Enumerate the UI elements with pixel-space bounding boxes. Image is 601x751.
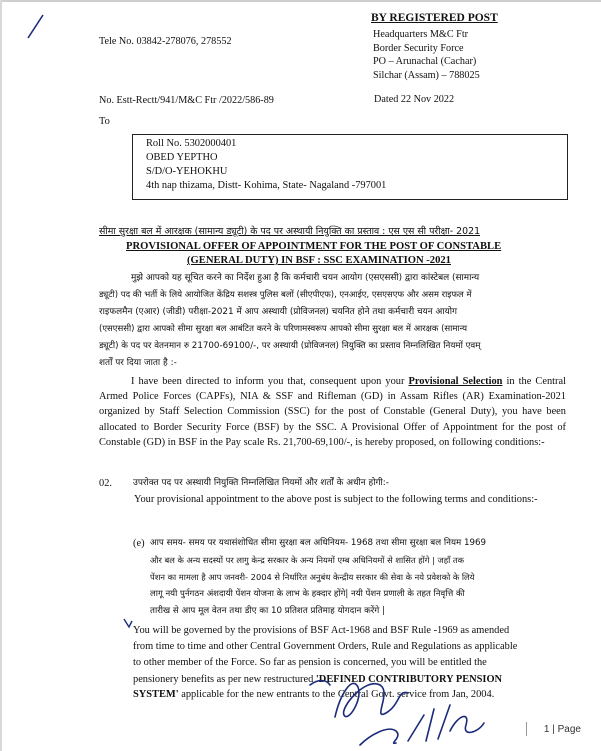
page-number-label: Page xyxy=(557,724,581,735)
pen-tick-mark-icon xyxy=(26,12,46,40)
condition-e-english-line-3: to other member of the Force. So far as pension is concerned, you will be entitled the xyxy=(133,657,487,668)
to-label: To xyxy=(99,116,110,127)
condition-e-hindi-line-5: तारीख से आप मूल वेतन तथा डीए का 10 प्रतिशत प्रतिमाह योगदान करेंगे | xyxy=(150,606,385,616)
condition-e-english-line-4-text: pensionery benefits as per new restructured xyxy=(133,674,316,685)
addressee-relation: S/D/O-YEHOKHU xyxy=(146,166,228,177)
provisional-selection-emphasis: Provisional Selection xyxy=(408,376,503,387)
page-number-divider xyxy=(526,722,527,736)
para1-hindi-line-5: ड्यूटी) के पद पर वेतनमान रु 21700-69100/-, पर अस्थायी (प्रोविजनल) नियुक्ति का प्रस्ताव निम्नलिखित नियमों एवम् xyxy=(99,341,481,351)
subject-english-line-2: (GENERAL DUTY) IN BSF : SSC EXAMINATION -2021 xyxy=(187,255,451,266)
condition-e-english-line-5-text: applicable for the new entrants to the Central Govt. service from Jan, 2004. xyxy=(178,689,495,700)
reference-number: No. Estt-Rectt/941/M&C Ftr /2022/586-89 xyxy=(99,95,274,106)
para2-hindi: उपरोक्त पद पर अस्थायी नियुक्ति निम्नलिखित नियमों और शर्तों के अधीन होगी:- xyxy=(133,478,389,488)
dcps-emphasis-part-1: 'DEFINED CONTRIBUTORY PENSION xyxy=(315,674,503,685)
sender-line-4: Silchar (Assam) – 788025 xyxy=(373,70,480,81)
condition-e-english-line-4 xyxy=(133,674,502,686)
sender-line-3: PO – Arunachal (Cachar) xyxy=(373,56,477,67)
condition-e-english-line-2: from time to time and other Central Government Orders, Rule and Regulations as applicable xyxy=(133,641,518,652)
para1-hindi-line-3: राइफलमैन (एआर) (जीडी) परीक्षा-2021 में आप अस्थायी (प्रोविजनल) चयनित होने तथा कर्मचारी चयन आयोग xyxy=(99,307,458,317)
telephone-number: Tele No. 03842-278076, 278552 xyxy=(99,36,232,47)
condition-e-english-line-5 xyxy=(133,689,494,701)
page-number-value: 1 xyxy=(543,724,550,735)
para1-english-before: I have been directed to inform you that, consequent upon your xyxy=(131,376,409,387)
condition-e-label: (e) xyxy=(133,538,145,549)
para1-hindi-line-6: शर्तों पर दिया जाता है :- xyxy=(99,358,177,368)
sender-line-2: Border Security Force xyxy=(373,43,464,54)
registered-post-label: BY REGISTERED POST xyxy=(371,12,498,24)
subject-english-line-1: PROVISIONAL OFFER OF APPOINTMENT FOR THE POST OF CONSTABLE xyxy=(126,241,502,252)
letter-date: Dated 22 Nov 2022 xyxy=(374,94,455,105)
para1-english xyxy=(99,374,566,450)
subject-hindi: सीमा सुरक्षा बल में आरक्षक (सामान्य ड्यूटी) के पद पर अस्थायी नियुक्ति का प्रस्ताव : एस एस सी परीक्षा- 2021 xyxy=(99,226,481,237)
condition-e-hindi-line-1: आप समय- समय पर यथासंशोधित सीमा सुरक्षा बल अधिनियम- 1968 तथा सीमा सुरक्षा बल नियम 1969 xyxy=(150,538,487,548)
condition-e-hindi-line-3: पेंशन का मामला है आप जनवरी- 2004 से निर्धारित अनुबंध केन्द्रीय सरकार की सेवा के नये प्रवेशको के लिये xyxy=(150,572,475,582)
condition-e-hindi-line-2: और बल के अन्य सदस्यों पर लागु केन्द्र सरकार के अन्य नियमों एम्ब अधिनियमों से शासित होंगे | जहाँ तक xyxy=(150,555,464,565)
addressee-roll-no: Roll No. 5302000401 xyxy=(146,138,237,149)
scan-edge-left xyxy=(0,0,2,751)
condition-e-hindi-line-4: लागू नयी पुर्नगठन अंशदायी पेंशन योजना के लाभ के हक्दार होंगे| नयी पेंशन प्रणाली के तहत निवृत्ति की xyxy=(150,589,465,599)
para1-hindi-line-2: ड्यूटी) पद की भर्ती के लिये आयोजित केंद्रिय सशस्त्र पुलिस बलों (सीएपीएफ), एनआईए, एसएसएफ और असम राइफल में xyxy=(99,290,472,300)
para2-number: 02. xyxy=(99,478,112,489)
condition-e-english-line-1: You will be governed by the provisions of BSF Act-1968 and BSF Rule -1969 as amended xyxy=(133,625,510,636)
para1-hindi-line-1: मुझे आपको यह सूचित करने का निर्देश हुआ है कि कर्मचारी चयन आयोग (एसएससी) द्वारा कांस्टेबल (सामान्य xyxy=(131,273,480,283)
para1-english-after: in the Central Armed Police Forces (CAPFs), NIA & SSF and Rifleman (GD) in Assam Rifles (AR) Examination-2021 organized by Staff Selection Commission (SSC) for the post of Constable (General Duty), you have been allocated to Border Security Force (BSF) by the SSC. A Provisional Offer of Appointment for the post of Constable (GD) in BSF in the Pay scale Rs. 21,700-69,100/-, is hereby proposed, on following conditions:- xyxy=(99,376,566,448)
addressee-box xyxy=(132,134,568,200)
addressee-name: OBED YEPTHO xyxy=(146,152,218,163)
dcps-emphasis-part-2: SYSTEM' xyxy=(133,689,179,700)
addressee-address: 4th nap thizama, Distt- Kohima, State- Nagaland -797001 xyxy=(146,180,387,191)
scan-edge-top xyxy=(0,0,601,2)
page-number: 1 | Page xyxy=(543,724,581,735)
para1-hindi-line-4: (एसएससी) द्वारा आपको सीमा सुरक्षा बल आबंटित करने के परिणामस्वरूप आपको सीमा सुरक्षा बल में आरक्षक (सामान्य xyxy=(99,324,468,334)
para2-english: Your provisional appointment to the above post is subject to the following terms and conditions:- xyxy=(134,494,538,505)
sender-line-1: Headquarters M&C Ftr xyxy=(373,29,469,40)
